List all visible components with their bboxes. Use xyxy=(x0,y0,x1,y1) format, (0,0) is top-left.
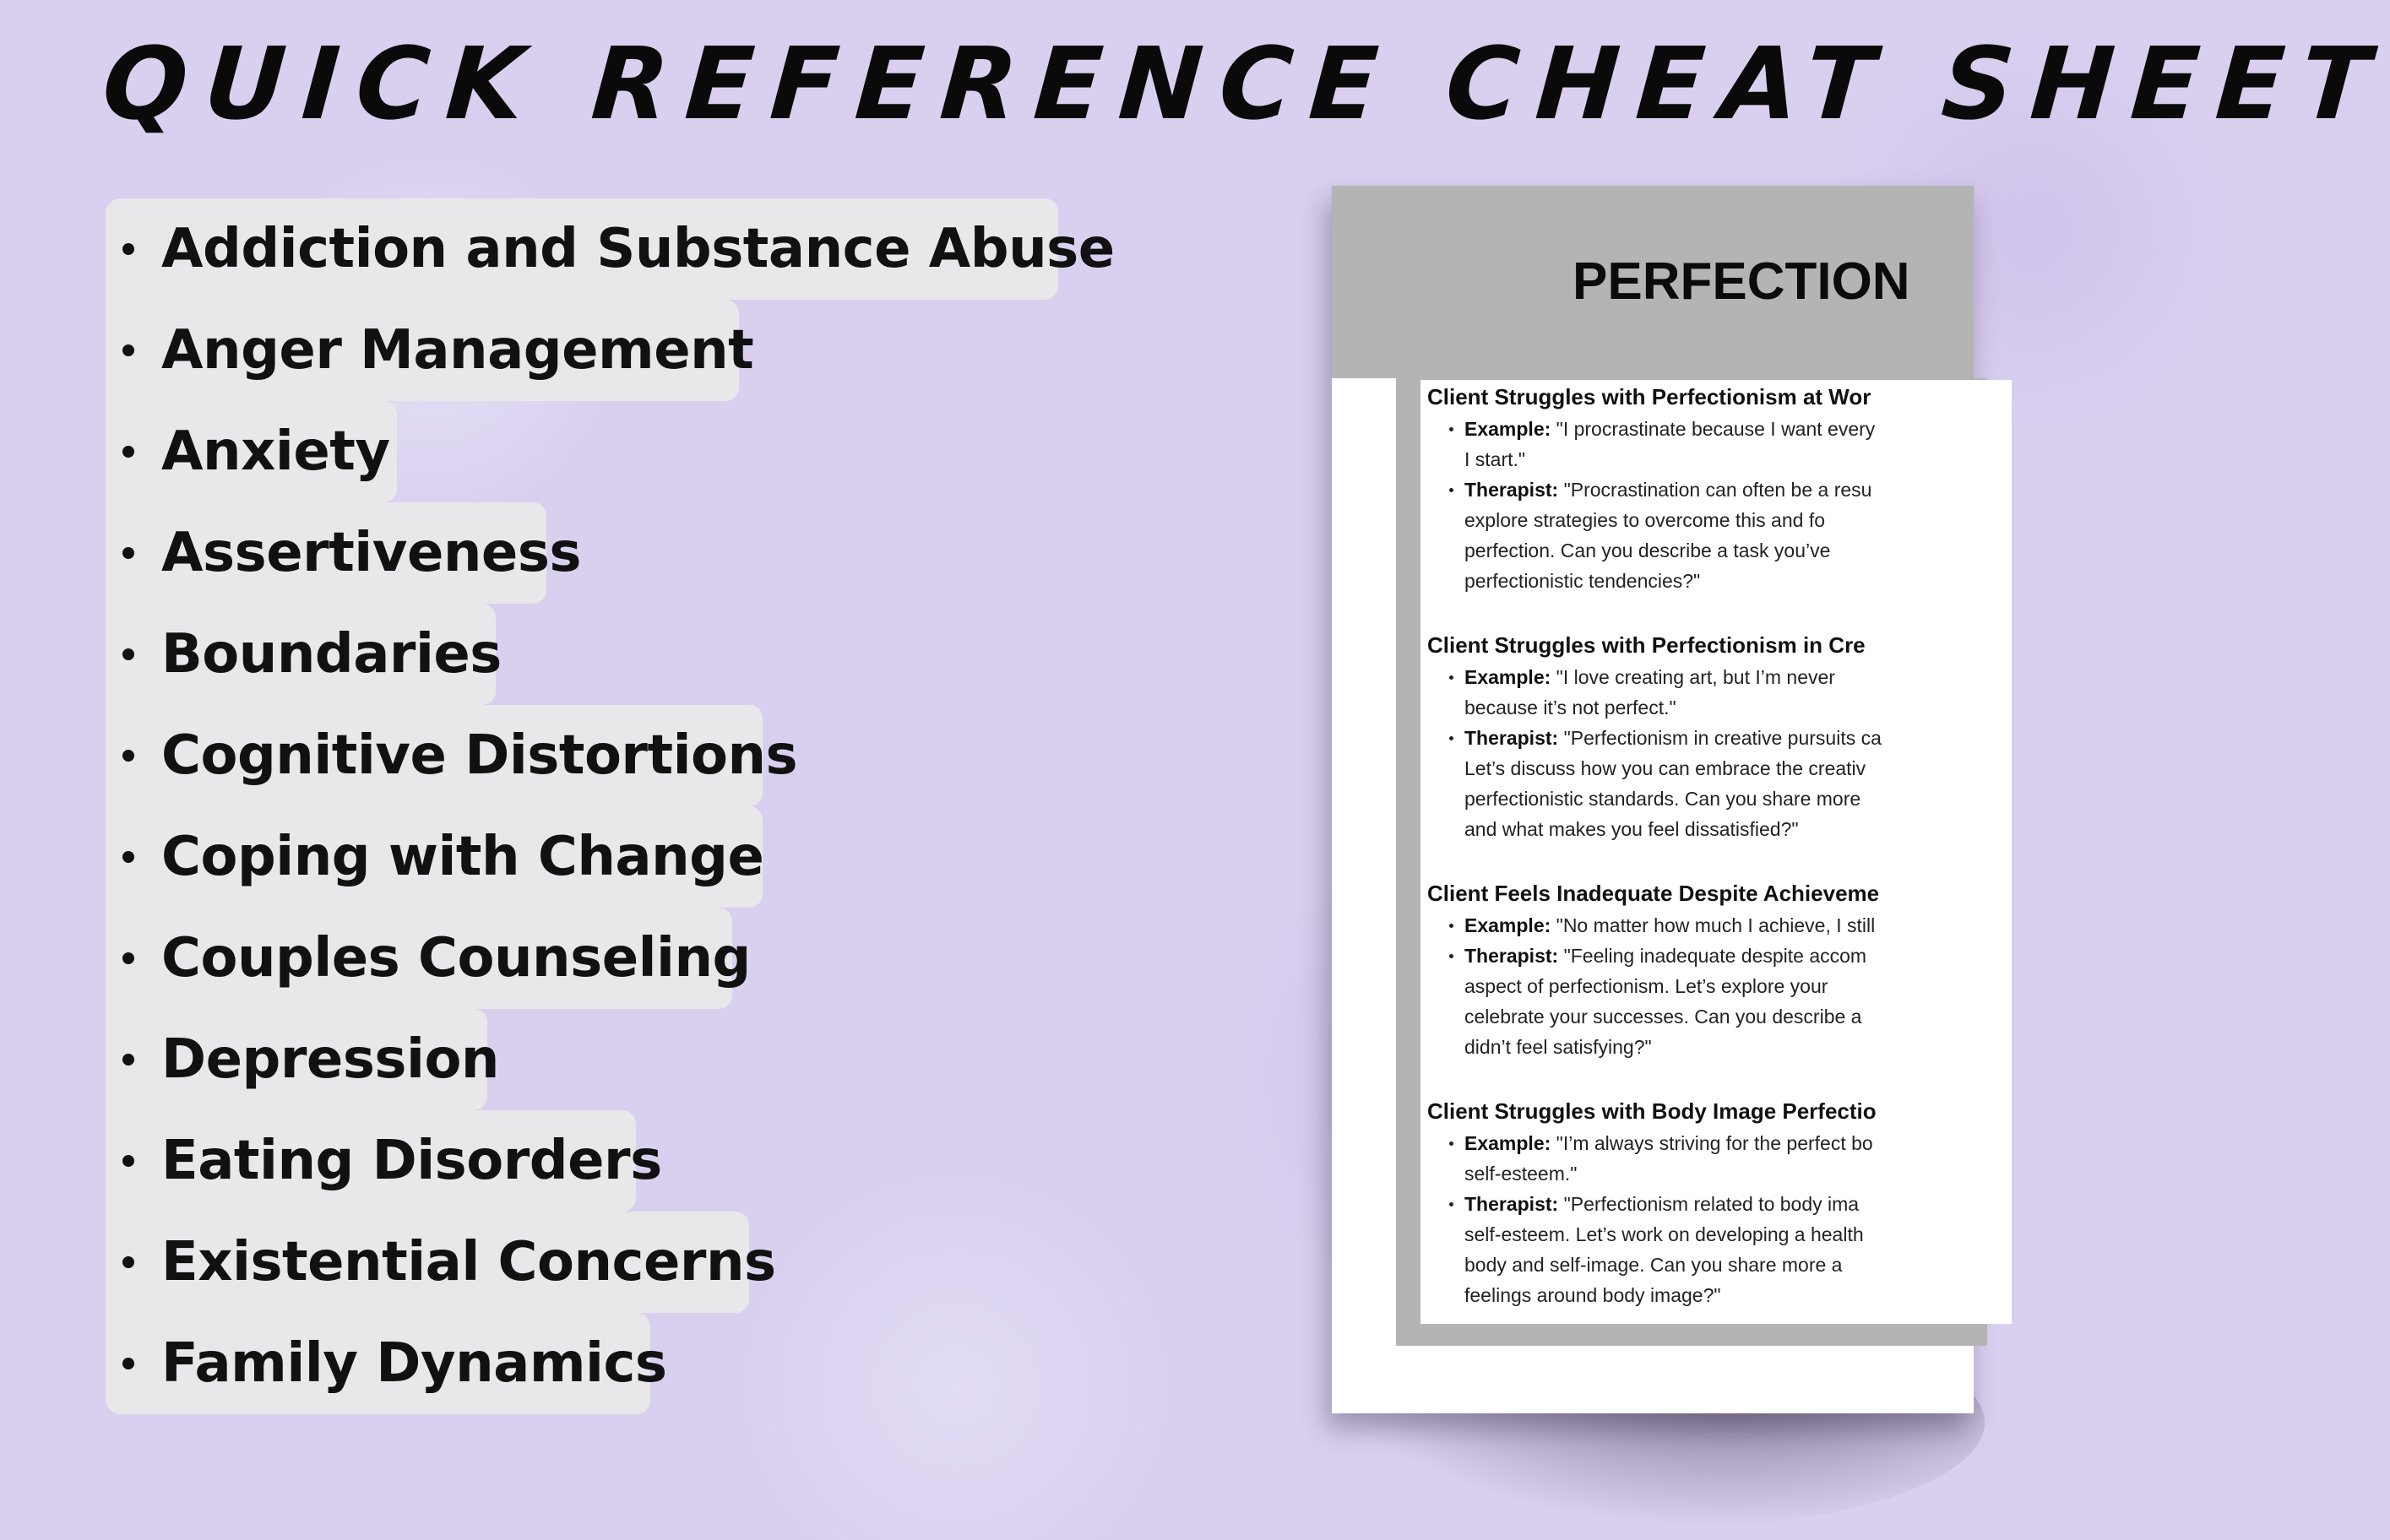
bullet-icon xyxy=(122,1256,134,1268)
therapist-line: celebrate your successes. Can you describe a xyxy=(1464,1006,1862,1028)
example-line: "I procrastinate because I want every xyxy=(1556,418,1876,440)
document-header xyxy=(1332,186,1974,378)
bullet-icon xyxy=(122,547,134,559)
example-label: Example: xyxy=(1464,666,1551,688)
bullet-icon xyxy=(1449,1202,1453,1207)
document-section xyxy=(1420,628,2012,844)
bullet-icon xyxy=(1449,1141,1453,1146)
topic-item xyxy=(106,401,397,502)
topic-list xyxy=(106,198,1115,1414)
section-heading: Client Struggles with Perfectionism in Cre xyxy=(1427,632,1866,658)
therapist-line: "Perfectionism in creative pursuits ca xyxy=(1563,727,1882,749)
example-item xyxy=(1427,910,2012,941)
bullet-icon xyxy=(122,1155,134,1167)
topic-item xyxy=(106,604,502,705)
example-item xyxy=(1427,662,2012,723)
topic-label: Couples Counseling xyxy=(161,927,751,990)
therapist-line: didn’t feel satisfying?" xyxy=(1464,1036,1652,1058)
bullet-icon xyxy=(122,648,134,660)
document-title: PERFECTION xyxy=(1573,252,1910,311)
document-section xyxy=(1420,1094,2012,1310)
therapist-label: Therapist: xyxy=(1464,1193,1559,1215)
therapist-item xyxy=(1427,1189,2012,1310)
example-line: I start." xyxy=(1464,448,1526,470)
bullet-icon xyxy=(122,1358,134,1369)
topic-label: Anger Management xyxy=(161,319,754,382)
topic-label: Assertiveness xyxy=(161,522,581,584)
example-line: "I love creating art, but I’m never xyxy=(1556,666,1835,688)
therapist-line: feelings around body image?" xyxy=(1464,1284,1721,1306)
bullet-icon xyxy=(122,1054,134,1066)
bullet-icon xyxy=(122,851,134,863)
example-line: "I’m always striving for the perfect bo xyxy=(1556,1132,1873,1154)
bullet-icon xyxy=(1449,954,1453,958)
bullet-icon xyxy=(1449,427,1453,431)
topic-item xyxy=(106,806,763,908)
example-item xyxy=(1427,1128,2012,1189)
topic-item xyxy=(106,300,754,401)
therapist-line: perfectionistic tendencies?" xyxy=(1464,570,1701,592)
section-heading: Client Struggles with Perfectionism at Wor xyxy=(1427,384,1871,409)
therapist-line: explore strategies to overcome this and fo xyxy=(1464,509,1826,531)
example-label: Example: xyxy=(1464,1132,1551,1154)
therapist-line: perfectionistic standards. Can you share more xyxy=(1464,788,1861,810)
topic-label: Addiction and Substance Abuse xyxy=(161,218,1115,280)
example-label: Example: xyxy=(1464,914,1551,936)
bullet-icon xyxy=(122,952,134,964)
document-section xyxy=(1420,380,2012,596)
bullet-icon xyxy=(1449,736,1453,740)
topic-item xyxy=(106,502,581,604)
topic-item xyxy=(106,908,751,1009)
therapist-line: Let’s discuss how you can embrace the creativ xyxy=(1464,757,1866,779)
therapist-line: "Perfectionism related to body ima xyxy=(1563,1193,1860,1215)
topic-label: Family Dynamics xyxy=(161,1332,667,1395)
topic-item xyxy=(106,198,1115,300)
bullet-icon xyxy=(122,750,134,762)
therapist-item xyxy=(1427,941,2012,1062)
bullet-icon xyxy=(122,344,134,356)
topic-item xyxy=(106,705,798,806)
example-line: "No matter how much I achieve, I still xyxy=(1556,914,1876,936)
therapist-line: and what makes you feel dissatisfied?" xyxy=(1464,818,1799,840)
section-heading: Client Feels Inadequate Despite Achieveme xyxy=(1427,881,1880,906)
example-label: Example: xyxy=(1464,418,1551,440)
bullet-icon xyxy=(1449,488,1453,492)
therapist-line: aspect of perfectionism. Let’s explore your xyxy=(1464,975,1828,997)
bullet-icon xyxy=(1449,924,1453,928)
topic-label: Cognitive Distortions xyxy=(161,724,798,787)
example-item xyxy=(1427,414,2012,474)
document-content xyxy=(1420,380,2012,1324)
therapist-item xyxy=(1427,474,2012,596)
topic-label: Anxiety xyxy=(161,420,390,483)
document-section xyxy=(1420,876,2012,1062)
therapist-line: perfection. Can you describe a task you’ve xyxy=(1464,540,1831,561)
therapist-label: Therapist: xyxy=(1464,945,1559,967)
bullet-icon xyxy=(1449,675,1453,680)
therapist-line: "Feeling inadequate despite accom xyxy=(1563,945,1867,967)
bullet-icon xyxy=(122,446,134,458)
therapist-label: Therapist: xyxy=(1464,479,1559,501)
topic-item xyxy=(106,1009,499,1110)
example-line: because it’s not perfect." xyxy=(1464,697,1676,718)
example-line: self-esteem." xyxy=(1464,1163,1578,1185)
therapist-line: "Procrastination can often be a resu xyxy=(1563,479,1872,501)
therapist-item xyxy=(1427,723,2012,844)
therapist-line: body and self-image. Can you share more a xyxy=(1464,1254,1843,1276)
topic-item xyxy=(106,1313,667,1414)
topic-label: Eating Disorders xyxy=(161,1130,662,1192)
topic-label: Coping with Change xyxy=(161,826,764,888)
section-heading: Client Struggles with Body Image Perfectio xyxy=(1427,1098,1877,1124)
topic-label: Boundaries xyxy=(161,623,502,686)
page-title: QUICK REFERENCE CHEAT SHEET xyxy=(99,25,2390,142)
therapist-line: self-esteem. Let’s work on developing a health xyxy=(1464,1223,1864,1245)
topic-item xyxy=(106,1212,776,1313)
bullet-icon xyxy=(122,243,134,255)
topic-item xyxy=(106,1110,662,1212)
topic-label: Existential Concerns xyxy=(161,1231,776,1293)
therapist-label: Therapist: xyxy=(1464,727,1559,749)
topic-label: Depression xyxy=(161,1028,499,1091)
